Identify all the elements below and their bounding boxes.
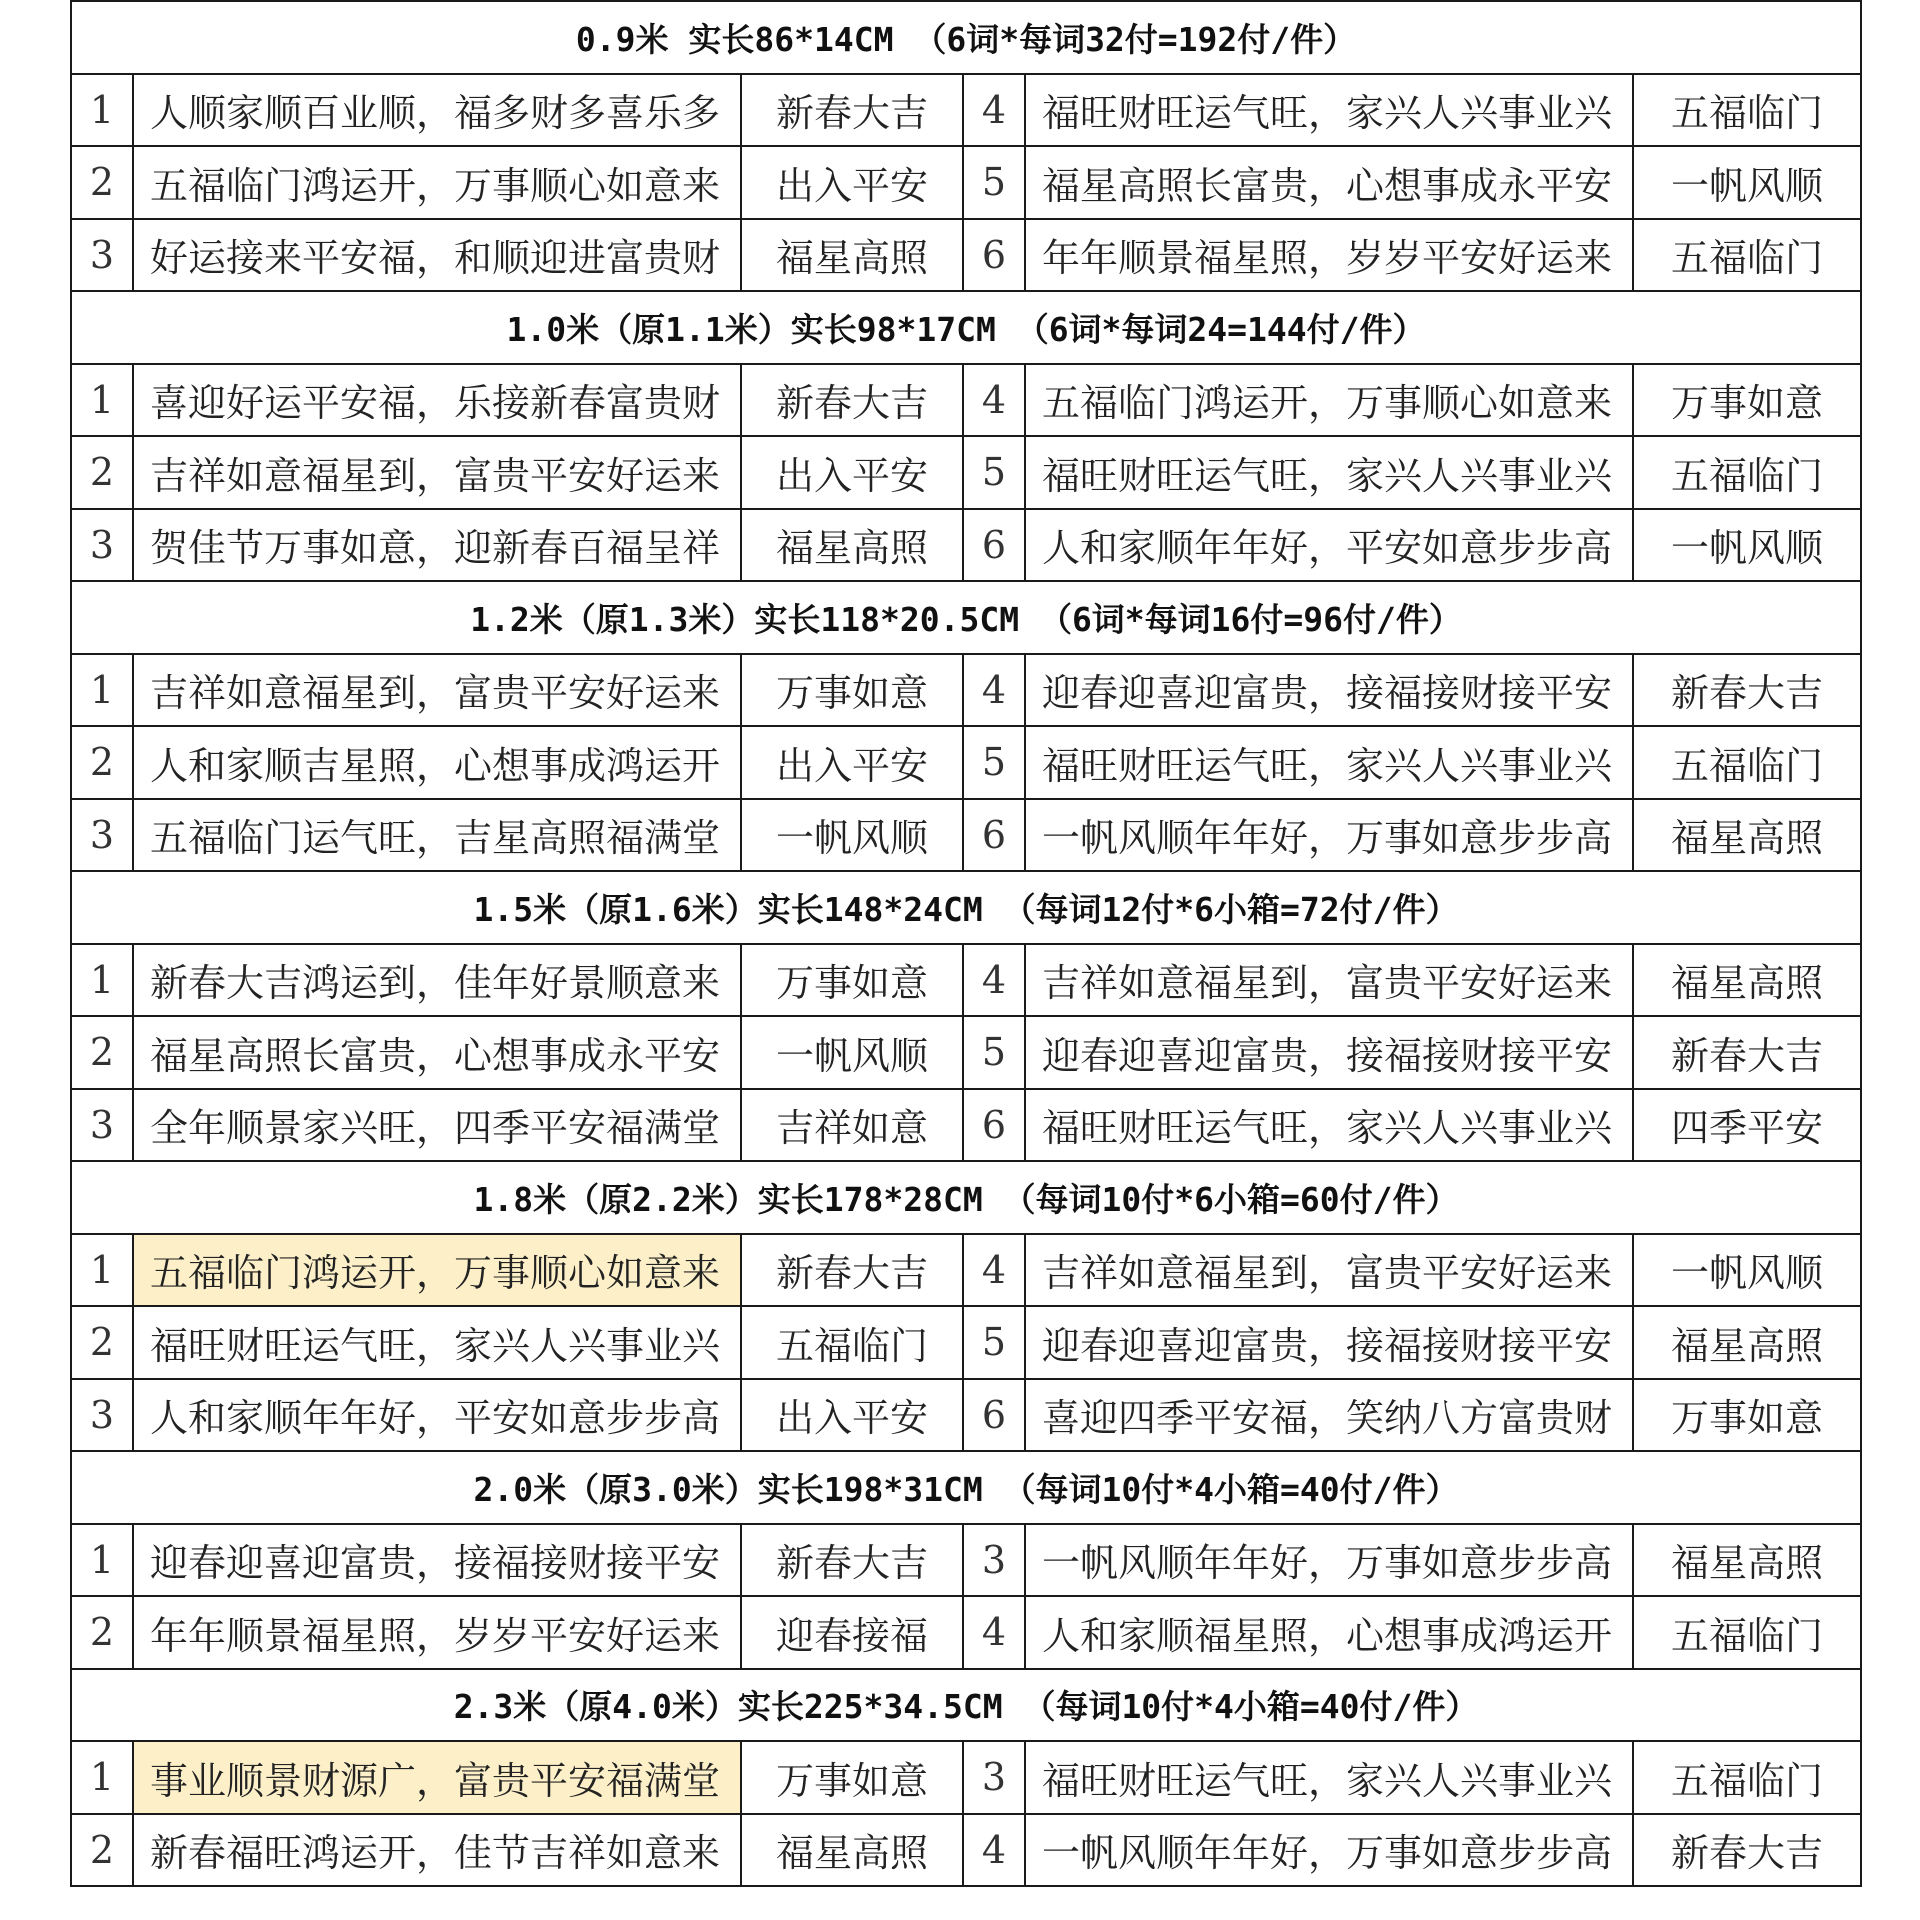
item-number: 2 bbox=[71, 1306, 133, 1379]
item-number: 4 bbox=[963, 364, 1025, 437]
item-number: 6 bbox=[963, 799, 1025, 872]
item-number: 2 bbox=[71, 1016, 133, 1089]
horizontal-scroll-text: 吉祥如意 bbox=[741, 1089, 963, 1162]
table-row bbox=[71, 1306, 1861, 1379]
item-number: 6 bbox=[963, 509, 1025, 582]
horizontal-scroll-text: 五福临门 bbox=[1633, 436, 1861, 509]
horizontal-scroll-text: 一帆风顺 bbox=[741, 1016, 963, 1089]
horizontal-scroll-text: 一帆风顺 bbox=[1633, 146, 1861, 219]
section-header-row bbox=[71, 1, 1861, 74]
horizontal-scroll-text: 四季平安 bbox=[1633, 1089, 1861, 1162]
item-number: 2 bbox=[71, 1596, 133, 1669]
item-number: 4 bbox=[963, 1814, 1025, 1887]
section-header-row bbox=[71, 581, 1861, 654]
item-number: 3 bbox=[963, 1524, 1025, 1597]
table-row bbox=[71, 1016, 1861, 1089]
table-row bbox=[71, 74, 1861, 147]
item-number: 1 bbox=[71, 944, 133, 1017]
couplet-text: 人和家顺福星照，心想事成鸿运开 bbox=[1025, 1596, 1633, 1669]
couplet-text: 福旺财旺运气旺，家兴人兴事业兴 bbox=[1025, 1741, 1633, 1814]
table-row bbox=[71, 799, 1861, 872]
section-header: 0.9米 实长86*14CM （6词*每词32付=192付/件） bbox=[71, 1, 1861, 74]
item-number: 4 bbox=[963, 654, 1025, 727]
section-header-row bbox=[71, 291, 1861, 364]
item-number: 6 bbox=[963, 219, 1025, 292]
couplet-text: 福星高照长富贵，心想事成永平安 bbox=[133, 1016, 741, 1089]
horizontal-scroll-text: 万事如意 bbox=[741, 1741, 963, 1814]
section-header-row bbox=[71, 871, 1861, 944]
table-row bbox=[71, 1234, 1861, 1307]
couplet-text: 福星高照长富贵，心想事成永平安 bbox=[1025, 146, 1633, 219]
horizontal-scroll-text: 一帆风顺 bbox=[741, 799, 963, 872]
horizontal-scroll-text: 五福临门 bbox=[1633, 726, 1861, 799]
couplet-text: 五福临门鸿运开，万事顺心如意来 bbox=[133, 1234, 741, 1307]
table-row bbox=[71, 1379, 1861, 1452]
item-number: 3 bbox=[963, 1741, 1025, 1814]
horizontal-scroll-text: 福星高照 bbox=[741, 1814, 963, 1887]
item-number: 6 bbox=[963, 1089, 1025, 1162]
couplet-text: 福旺财旺运气旺，家兴人兴事业兴 bbox=[1025, 726, 1633, 799]
horizontal-scroll-text: 五福临门 bbox=[1633, 219, 1861, 292]
couplet-text: 人顺家顺百业顺，福多财多喜乐多 bbox=[133, 74, 741, 147]
horizontal-scroll-text: 新春大吉 bbox=[1633, 1814, 1861, 1887]
horizontal-scroll-text: 五福临门 bbox=[1633, 1741, 1861, 1814]
horizontal-scroll-text: 五福临门 bbox=[741, 1306, 963, 1379]
table-row bbox=[71, 364, 1861, 437]
section-header-row bbox=[71, 1669, 1861, 1742]
couplet-text: 福旺财旺运气旺，家兴人兴事业兴 bbox=[1025, 74, 1633, 147]
item-number: 4 bbox=[963, 1234, 1025, 1307]
couplet-text: 福旺财旺运气旺，家兴人兴事业兴 bbox=[1025, 1089, 1633, 1162]
table-row bbox=[71, 1741, 1861, 1814]
horizontal-scroll-text: 福星高照 bbox=[1633, 799, 1861, 872]
couplet-text: 事业顺景财源广，富贵平安福满堂 bbox=[133, 1741, 741, 1814]
item-number: 4 bbox=[963, 74, 1025, 147]
section-header: 1.8米（原2.2米）实长178*28CM （每词10付*6小箱=60付/件） bbox=[71, 1161, 1861, 1234]
item-number: 1 bbox=[71, 1741, 133, 1814]
table-row bbox=[71, 219, 1861, 292]
table-row bbox=[71, 1089, 1861, 1162]
horizontal-scroll-text: 出入平安 bbox=[741, 1379, 963, 1452]
table-row bbox=[71, 146, 1861, 219]
item-number: 2 bbox=[71, 726, 133, 799]
horizontal-scroll-text: 新春大吉 bbox=[1633, 654, 1861, 727]
couplet-text: 迎春迎喜迎富贵，接福接财接平安 bbox=[1025, 1306, 1633, 1379]
item-number: 1 bbox=[71, 74, 133, 147]
couplet-text: 五福临门鸿运开，万事顺心如意来 bbox=[1025, 364, 1633, 437]
horizontal-scroll-text: 福星高照 bbox=[1633, 1306, 1861, 1379]
table-row bbox=[71, 944, 1861, 1017]
section-header-row bbox=[71, 1161, 1861, 1234]
item-number: 3 bbox=[71, 1379, 133, 1452]
couplet-text: 五福临门运气旺，吉星高照福满堂 bbox=[133, 799, 741, 872]
couplet-text: 一帆风顺年年好，万事如意步步高 bbox=[1025, 1814, 1633, 1887]
section-header-row bbox=[71, 1451, 1861, 1524]
item-number: 4 bbox=[963, 944, 1025, 1017]
section-header: 1.5米（原1.6米）实长148*24CM （每词12付*6小箱=72付/件） bbox=[71, 871, 1861, 944]
horizontal-scroll-text: 万事如意 bbox=[741, 654, 963, 727]
horizontal-scroll-text: 福星高照 bbox=[1633, 944, 1861, 1017]
horizontal-scroll-text: 福星高照 bbox=[741, 509, 963, 582]
horizontal-scroll-text: 新春大吉 bbox=[741, 364, 963, 437]
item-number: 1 bbox=[71, 1524, 133, 1597]
horizontal-scroll-text: 万事如意 bbox=[1633, 364, 1861, 437]
item-number: 3 bbox=[71, 219, 133, 292]
item-number: 5 bbox=[963, 1306, 1025, 1379]
item-number: 1 bbox=[71, 1234, 133, 1307]
couplet-text: 喜迎四季平安福，笑纳八方富贵财 bbox=[1025, 1379, 1633, 1452]
couplet-text: 迎春迎喜迎富贵，接福接财接平安 bbox=[133, 1524, 741, 1597]
table-row bbox=[71, 1596, 1861, 1669]
table-row bbox=[71, 726, 1861, 799]
couplet-text: 吉祥如意福星到，富贵平安好运来 bbox=[133, 436, 741, 509]
couplet-text: 贺佳节万事如意，迎新春百福呈祥 bbox=[133, 509, 741, 582]
item-number: 3 bbox=[71, 799, 133, 872]
horizontal-scroll-text: 迎春接福 bbox=[741, 1596, 963, 1669]
item-number: 5 bbox=[963, 726, 1025, 799]
table-row bbox=[71, 509, 1861, 582]
item-number: 5 bbox=[963, 146, 1025, 219]
couplet-text: 人和家顺年年好，平安如意步步高 bbox=[1025, 509, 1633, 582]
horizontal-scroll-text: 一帆风顺 bbox=[1633, 1234, 1861, 1307]
couplet-text: 人和家顺年年好，平安如意步步高 bbox=[133, 1379, 741, 1452]
couplet-text: 一帆风顺年年好，万事如意步步高 bbox=[1025, 799, 1633, 872]
horizontal-scroll-text: 出入平安 bbox=[741, 146, 963, 219]
couplet-text: 吉祥如意福星到，富贵平安好运来 bbox=[1025, 1234, 1633, 1307]
horizontal-scroll-text: 福星高照 bbox=[741, 219, 963, 292]
item-number: 5 bbox=[963, 1016, 1025, 1089]
item-number: 4 bbox=[963, 1596, 1025, 1669]
horizontal-scroll-text: 新春大吉 bbox=[741, 1234, 963, 1307]
item-number: 3 bbox=[71, 509, 133, 582]
horizontal-scroll-text: 五福临门 bbox=[1633, 74, 1861, 147]
couplet-text: 迎春迎喜迎富贵，接福接财接平安 bbox=[1025, 1016, 1633, 1089]
item-number: 1 bbox=[71, 364, 133, 437]
section-header: 1.0米（原1.1米）实长98*17CM （6词*每词24=144付/件） bbox=[71, 291, 1861, 364]
couplet-text: 人和家顺吉星照，心想事成鸿运开 bbox=[133, 726, 741, 799]
item-number: 3 bbox=[71, 1089, 133, 1162]
horizontal-scroll-text: 新春大吉 bbox=[741, 1524, 963, 1597]
section-header: 2.3米（原4.0米）实长225*34.5CM （每词10付*4小箱=40付/件） bbox=[71, 1669, 1861, 1742]
horizontal-scroll-text: 出入平安 bbox=[741, 436, 963, 509]
couplet-text: 福旺财旺运气旺，家兴人兴事业兴 bbox=[133, 1306, 741, 1379]
couplet-text: 新春大吉鸿运到，佳年好景顺意来 bbox=[133, 944, 741, 1017]
section-header: 1.2米（原1.3米）实长118*20.5CM （6词*每词16付=96付/件） bbox=[71, 581, 1861, 654]
couplet-text: 全年顺景家兴旺，四季平安福满堂 bbox=[133, 1089, 741, 1162]
couplet-text: 年年顺景福星照，岁岁平安好运来 bbox=[1025, 219, 1633, 292]
item-number: 2 bbox=[71, 436, 133, 509]
couplet-table bbox=[70, 0, 1862, 1887]
horizontal-scroll-text: 出入平安 bbox=[741, 726, 963, 799]
couplet-text: 年年顺景福星照，岁岁平安好运来 bbox=[133, 1596, 741, 1669]
horizontal-scroll-text: 福星高照 bbox=[1633, 1524, 1861, 1597]
horizontal-scroll-text: 五福临门 bbox=[1633, 1596, 1861, 1669]
table-row bbox=[71, 1814, 1861, 1887]
horizontal-scroll-text: 新春大吉 bbox=[1633, 1016, 1861, 1089]
couplet-price-sheet bbox=[70, 0, 1860, 1887]
couplet-text: 好运接来平安福，和顺迎进富贵财 bbox=[133, 219, 741, 292]
item-number: 2 bbox=[71, 1814, 133, 1887]
horizontal-scroll-text: 万事如意 bbox=[741, 944, 963, 1017]
horizontal-scroll-text: 万事如意 bbox=[1633, 1379, 1861, 1452]
section-header: 2.0米（原3.0米）实长198*31CM （每词10付*4小箱=40付/件） bbox=[71, 1451, 1861, 1524]
item-number: 1 bbox=[71, 654, 133, 727]
table-row bbox=[71, 654, 1861, 727]
table-row bbox=[71, 1524, 1861, 1597]
couplet-text: 吉祥如意福星到，富贵平安好运来 bbox=[1025, 944, 1633, 1017]
couplet-text: 迎春迎喜迎富贵，接福接财接平安 bbox=[1025, 654, 1633, 727]
couplet-text: 一帆风顺年年好，万事如意步步高 bbox=[1025, 1524, 1633, 1597]
item-number: 6 bbox=[963, 1379, 1025, 1452]
couplet-text: 福旺财旺运气旺，家兴人兴事业兴 bbox=[1025, 436, 1633, 509]
couplet-text: 喜迎好运平安福，乐接新春富贵财 bbox=[133, 364, 741, 437]
couplet-text: 五福临门鸿运开，万事顺心如意来 bbox=[133, 146, 741, 219]
couplet-text: 新春福旺鸿运开，佳节吉祥如意来 bbox=[133, 1814, 741, 1887]
table-row bbox=[71, 436, 1861, 509]
horizontal-scroll-text: 新春大吉 bbox=[741, 74, 963, 147]
couplet-text: 吉祥如意福星到，富贵平安好运来 bbox=[133, 654, 741, 727]
item-number: 5 bbox=[963, 436, 1025, 509]
horizontal-scroll-text: 一帆风顺 bbox=[1633, 509, 1861, 582]
item-number: 2 bbox=[71, 146, 133, 219]
